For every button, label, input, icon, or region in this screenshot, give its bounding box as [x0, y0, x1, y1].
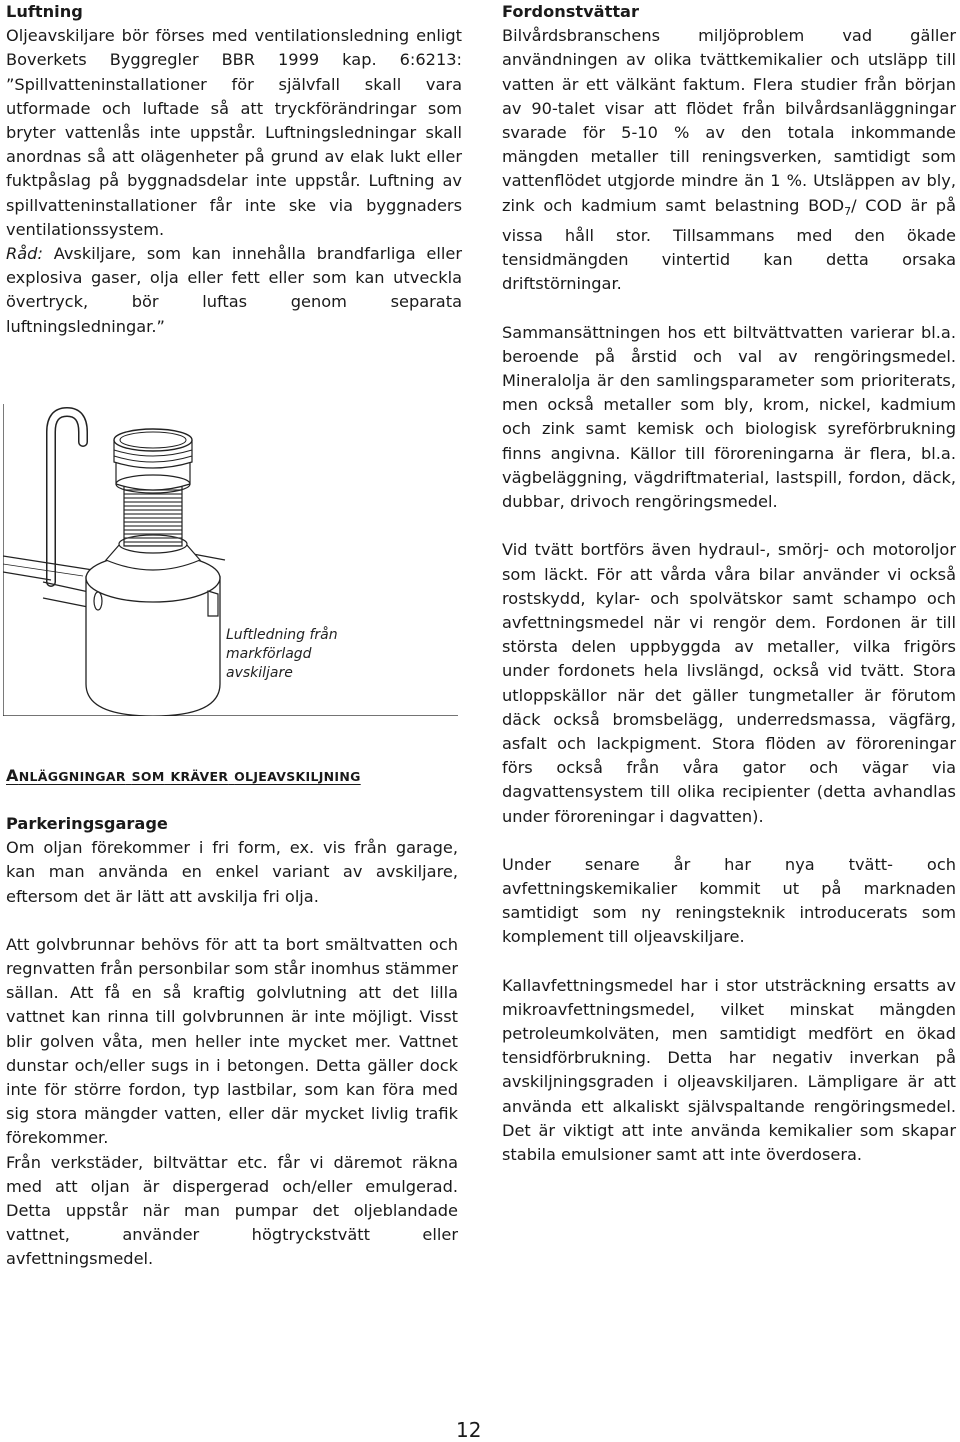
section-heading-fordonstvattar: Fordonstvättar [502, 2, 639, 21]
luftning-body-text: Oljeavskiljare bör förses med ventilationsledning enligt Boverkets Byggregler BBR 1999 kap. 6:6213: ”Spillvatteninstallationer för självfall skall vara utformade och luftade så att tryckförändringar som bryter vattenlås inte uppstår. Luftningsledningar skall anordnas så att olägenheter på grund av elak lukt eller fuktpåslag på byggnadsdelar inte uppstår. Luftning av spillvatteninstallationer får inte ske via byggnaders ventilationssystem. [6, 26, 462, 239]
section-heading-anlaggningar [6, 766, 361, 785]
heading-word-2: SOM [131, 769, 165, 784]
parkering-paragraph-3: Från verkstäder, biltvättar etc. får vi däremot räkna med att oljan är dispergerad och/eller emulgerad. Detta uppstår när man pumpar det oljeblandade vattnet, använder högtryckstvätt eller avfettningsmedel. [6, 1152, 458, 1269]
smallcaps-heading [6, 766, 462, 785]
advice-label: Råd: [6, 244, 43, 264]
parkering-paragraph-2: Att golvbrunnar behövs för att ta bort smältvatten och regnvatten från personbilar som står inomhus stämmer sällan. Att få en så kraftig golvlutning att det lilla vattnet kan rinna till golvbrunnen är inte möjligt. Visst blir golven våta, men heller inte mycket mer. Vattnet dunstar och/eller sugs in i betongen. Detta gäller dock inte för större fordon, typ lastbilar, som kan föra med sig stora mängder vatten, eller där mycket livlig trafik förekommer. [6, 934, 458, 1148]
parkering-paragraph-1: Om oljan förekommer i fri form, ex. vis från garage, kan man använda en enkel variant av avskiljare, eftersom det är lätt att avskilja fri olja. [6, 838, 458, 906]
fordon-paragraph-1-text-b: / COD är på vissa håll stor. Tillsammans med den ökade tensidmängden vintertid kan detta orsaka driftstörningar. [502, 195, 957, 294]
fordon-paragraph-1 [502, 24, 956, 296]
section-heading-parkeringsgarage: Parkeringsgarage [6, 814, 168, 833]
heading-word-3: KRÄVER [170, 769, 229, 784]
page-number: 12 [456, 1418, 482, 1442]
section-luftning [6, 0, 462, 339]
luftning-body [6, 24, 462, 242]
fordon-paragraph-5: Kallavfettningsmedel har i stor utsträckning ersatts av mikroavfettningsmedel, vilket minskat mängden petroleumkolväten, men samtidigt medfört en ökad tensidförbrukning. Detta har negativ inverkan på avskiljningsgraden i oljeavskiljaren. Lämpligare är att använda ett alkaliskt självspaltande rengöringsmedel. Det är viktigt att inte använda kemikalier som skapar stabila emulsioner samt att inte överdosera. [502, 975, 956, 1164]
luftning-advice [6, 242, 462, 339]
figure-caption: Luftledning från markförlagd avskiljare [226, 627, 338, 681]
advice-text: Avskiljare, som kan innehålla brandfarliga eller explosiva gaser, olja eller fett eller som kan utveckla övertryck, bör luftas genom separata luftningsledningar.” [6, 244, 462, 336]
fordon-paragraph-4: Under senare år har nya tvätt- och avfettningskemikalier kommit ut på marknaden samtidigt som ny reningsteknik introducerats som komplement till oljeavskiljare. [502, 854, 956, 947]
fordon-paragraph-2: Sammansättningen hos ett biltvättvatten varierar bl.a. beroende på årstid och val av rengöringsmedel. Mineralolja är den samlingsparameter som prioriterats, men också metaller som bly, krom, nickel, kadmium och zink samt kemisk och biologisk syreförbrukning finns angivna. Källor till föroreningarna är flera, bl.a. vägbeläggning, vägdriftmaterial, lastspill, fordon, däck, dubbar, drivoch rengöringsmedel. [502, 322, 956, 512]
heading-word-4: OLJEAVSKILJNING [234, 769, 361, 784]
fordon-paragraph-3: Vid tvätt bortförs även hydraul-, smörj- och motoroljor som läckt. För att vårda våra bilar använder vi också rostskydd, kylar- och spolvätskor samt schampo och avfettningsmedel när vi rengör dem. Fordonen är till största delen uppbyggda av metaller, vilka frigörs under fordonets hela livslängd, också vid tvätt. Stora utloppskällor när det gäller tungmetaller är förutom däck också bromsbelägg, underredsmassa, vägfärg, asfalt och lackpigment. Stora flöden av föroreningar förs också från våra gator och vägar via dagvattensystem till olika recipienter (detta avhandlas under föroreningar i dagvatten). [502, 540, 956, 826]
bod-subscript: 7 [844, 204, 852, 218]
heading-word-1: NLÄGGNINGAR [18, 769, 126, 784]
fordon-paragraph-1-text: Bilvårdsbranschens miljöproblem vad gäller användningen av olika tvättkemikalier och utsläpp till vatten är ett välkänt faktum. Flera studier från början av 90-talet visar att flödet från bilvårdsanläggningar svarade för 5-10 % av den totala inkommande mängden metaller till reningsverken, samtidigt som vattenflödet utgjorde mindre än 1 %. Utsläppen av bly, zink och kadmium samt belastning BOD [502, 26, 956, 215]
section-parkeringsgarage [6, 812, 458, 1272]
right-column [502, 0, 956, 1167]
oil-separator-illustration [3, 404, 458, 716]
heading-initial: A [6, 766, 19, 785]
section-heading-luftning: Luftning [6, 2, 83, 21]
